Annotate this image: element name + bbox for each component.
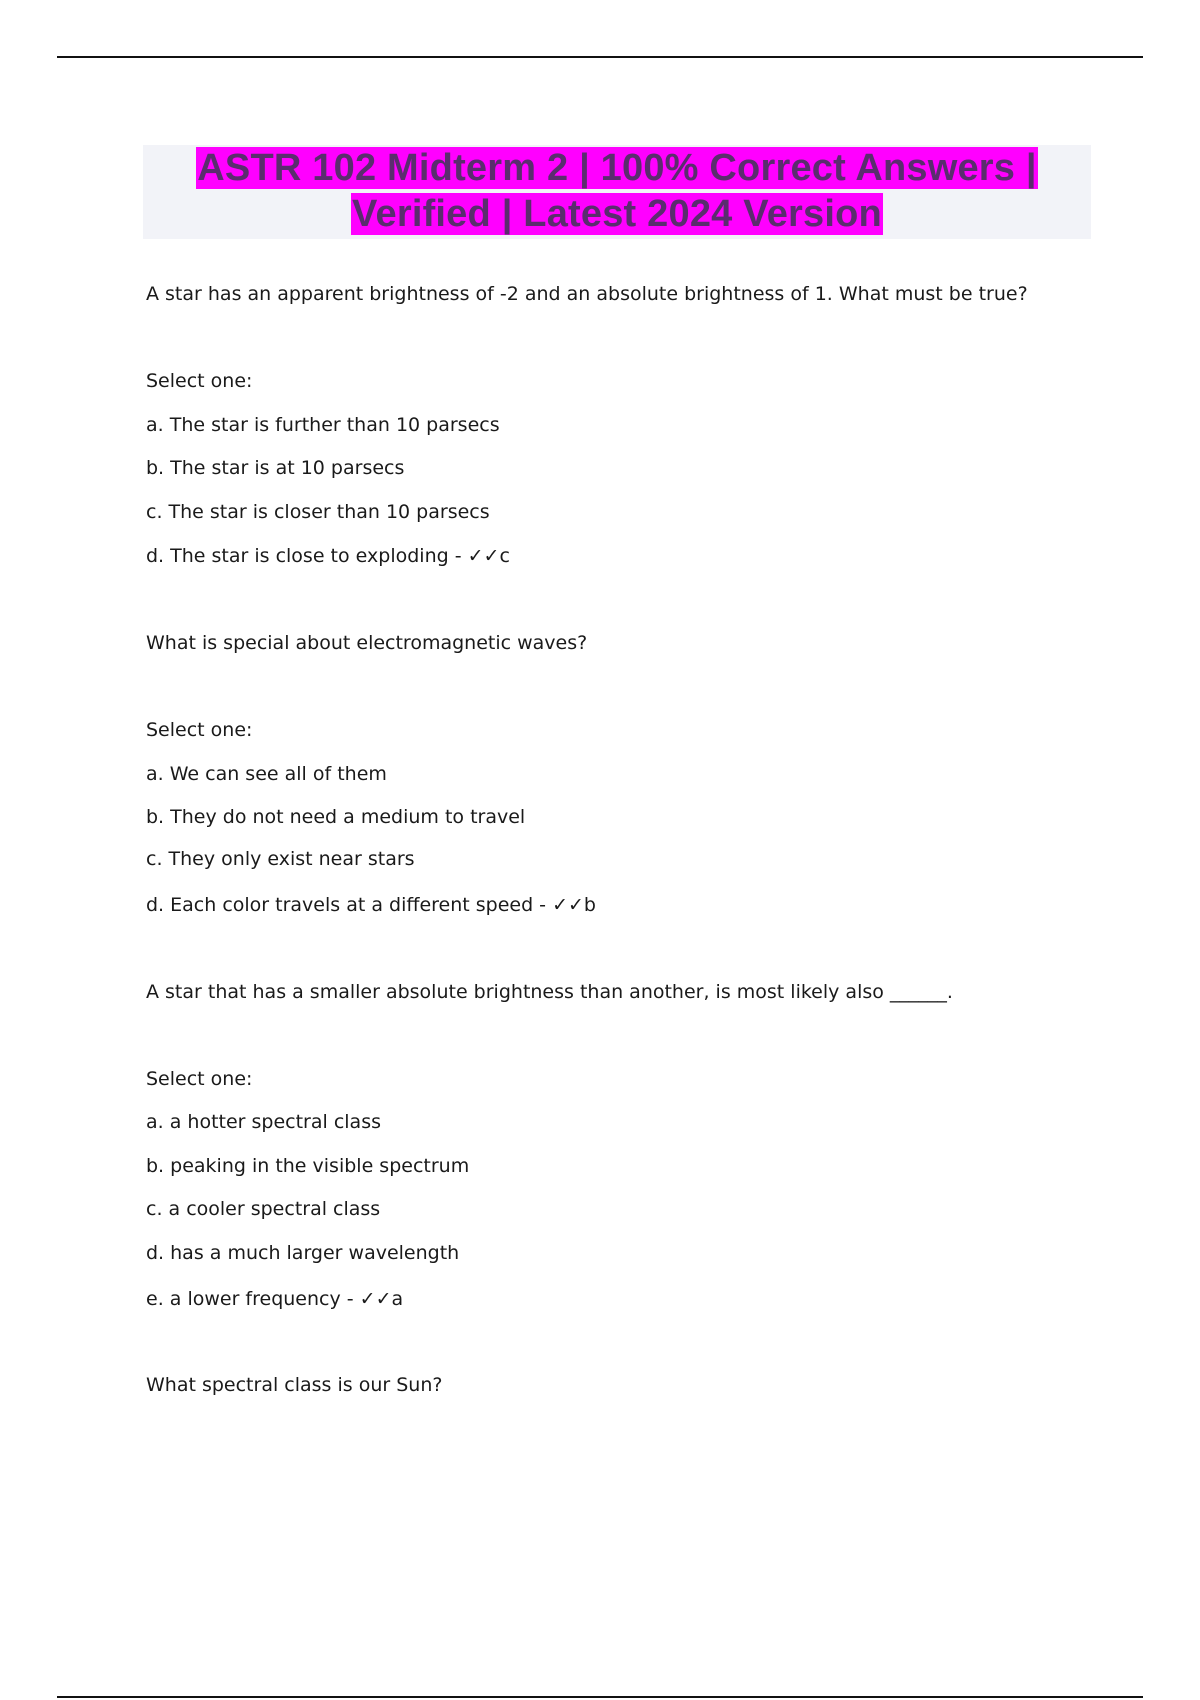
answer-option: a. We can see all of them <box>146 763 387 785</box>
bottom-rule <box>57 1696 1143 1698</box>
select-one-prompt: Select one: <box>146 1068 253 1090</box>
select-one-prompt: Select one: <box>146 370 253 392</box>
title-line-1 <box>143 145 1091 191</box>
answer-option: b. The star is at 10 parsecs <box>146 457 405 479</box>
select-one-prompt: Select one: <box>146 719 253 741</box>
answer-option: e. a lower frequency - ✓✓a <box>146 1288 404 1310</box>
answer-option: d. The star is close to exploding - ✓✓c <box>146 545 510 567</box>
top-rule <box>57 56 1143 58</box>
answer-option: c. The star is closer than 10 parsecs <box>146 501 490 523</box>
answer-option: b. peaking in the visible spectrum <box>146 1155 470 1177</box>
answer-option: d. Each color travels at a different speed - ✓✓b <box>146 894 596 916</box>
question-text: A star has an apparent brightness of -2 and an absolute brightness of 1. What must be true? <box>146 283 1028 305</box>
answer-option: d. has a much larger wavelength <box>146 1242 460 1264</box>
answer-option: a. a hotter spectral class <box>146 1111 381 1133</box>
answer-option: c. a cooler spectral class <box>146 1198 381 1220</box>
document-title <box>143 145 1091 239</box>
question-text: What is special about electromagnetic waves? <box>146 632 588 654</box>
answer-option: b. They do not need a medium to travel <box>146 806 526 828</box>
title-highlight-2: Verified | Latest 2024 Version <box>352 193 882 235</box>
title-line-2 <box>143 191 1091 237</box>
question-text: What spectral class is our Sun? <box>146 1374 443 1396</box>
answer-option: c. They only exist near stars <box>146 848 415 870</box>
title-highlight-1: ASTR 102 Midterm 2 | 100% Correct Answers | <box>197 147 1037 189</box>
question-text: A star that has a smaller absolute brightness than another, is most likely also ______. <box>146 981 953 1003</box>
answer-option: a. The star is further than 10 parsecs <box>146 414 500 436</box>
